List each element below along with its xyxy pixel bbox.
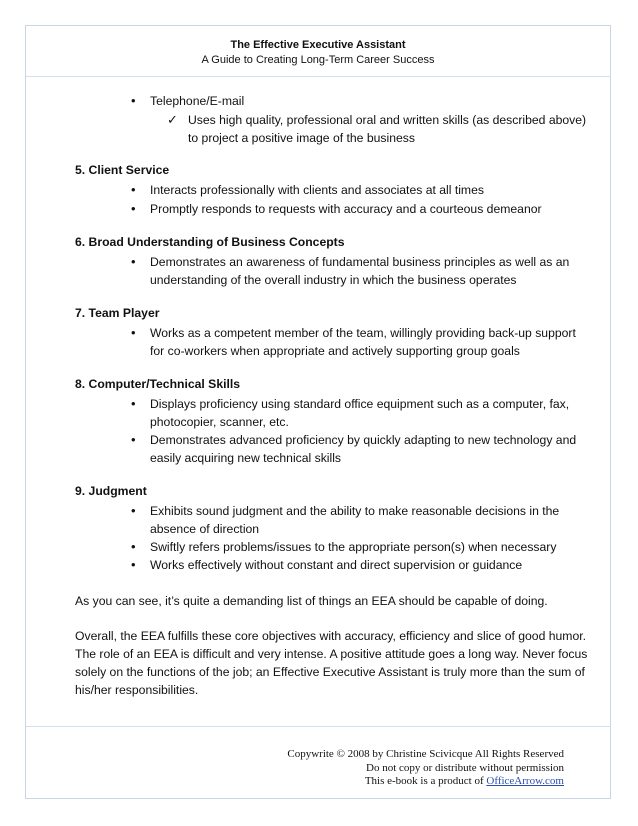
officearrow-link[interactable]: OfficeArrow.com (486, 775, 564, 787)
bullet-icon: • (131, 325, 136, 340)
section-heading-technical-skills: 8. Computer/Technical Skills (75, 377, 241, 391)
list-item: Promptly responds to requests with accuracy and a courteous demeanor (150, 202, 542, 216)
bullet-icon: • (131, 396, 136, 411)
paragraph-conclusion-line-3: solely on the functions of the job; an Effective Executive Assistant is truly more than the sum of (75, 665, 585, 679)
bullet-icon: • (131, 539, 136, 554)
header-title: The Effective Executive Assistant (230, 39, 406, 51)
footer-product-prefix: This e-book is a product of (364, 775, 487, 787)
section-heading-client-service: 5. Client Service (75, 163, 170, 177)
bullet-icon: • (131, 201, 136, 216)
bullet-icon: • (131, 182, 136, 197)
paragraph-summary: As you can see, it’s quite a demanding list of things an EEA should be capable of doing. (75, 594, 548, 608)
telephone-check-line-1: Uses high quality, professional oral and written skills (as described above) (188, 113, 587, 127)
section-heading-team-player: 7. Team Player (75, 306, 160, 320)
telephone-item: Telephone/E-mail (150, 94, 245, 108)
bullet-icon: • (131, 93, 136, 108)
check-icon: ✓ (167, 112, 178, 127)
list-item: Demonstrates an awareness of fundamental business principles as well as an (150, 255, 570, 269)
paragraph-conclusion-line-2: The role of an EEA is difficult and very intense. A positive attitude goes a long way. Never focus (75, 647, 588, 661)
header-subtitle: A Guide to Creating Long-Term Career Success (201, 54, 435, 66)
list-item-continuation: photocopier, scanner, etc. (150, 415, 289, 429)
section-heading-business-concepts: 6. Broad Understanding of Business Concepts (75, 235, 345, 249)
list-item: Works effectively without constant and direct supervision or guidance (150, 558, 523, 572)
paragraph-conclusion-line-4: his/her responsibilities. (75, 683, 199, 697)
list-item: Exhibits sound judgment and the ability to make reasonable decisions in the (150, 504, 560, 518)
list-item: Demonstrates advanced proficiency by quickly adapting to new technology and (150, 433, 577, 447)
bullet-icon: • (131, 432, 136, 447)
bullet-icon: • (131, 503, 136, 518)
list-item: Interacts professionally with clients and associates at all times (150, 183, 484, 197)
footer-copyright: Copywrite © 2008 by Christine Scivicque All Rights Reserved (287, 748, 564, 760)
section-heading-judgment: 9. Judgment (75, 484, 147, 498)
list-item-continuation: understanding of the overall industry in which the business operates (150, 273, 517, 287)
bullet-icon: • (131, 557, 136, 572)
list-item-continuation: easily acquiring new technical skills (150, 451, 342, 465)
paragraph-conclusion-line-1: Overall, the EEA fulfills these core objectives with accuracy, efficiency and slice of good humor. (75, 629, 586, 643)
telephone-check-line-2: to project a positive image of the business (188, 131, 415, 145)
list-item-continuation: for co-workers when appropriate and actively supporting group goals (150, 344, 520, 358)
list-item: Works as a competent member of the team, willingly providing back-up support (150, 326, 576, 340)
list-item: Displays proficiency using standard office equipment such as a computer, fax, (150, 397, 570, 411)
list-item-continuation: absence of direction (150, 522, 260, 536)
list-item: Swiftly refers problems/issues to the appropriate person(s) when necessary (150, 540, 557, 554)
bullet-icon: • (131, 254, 136, 269)
footer-notice: Do not copy or distribute without permission (366, 761, 564, 774)
